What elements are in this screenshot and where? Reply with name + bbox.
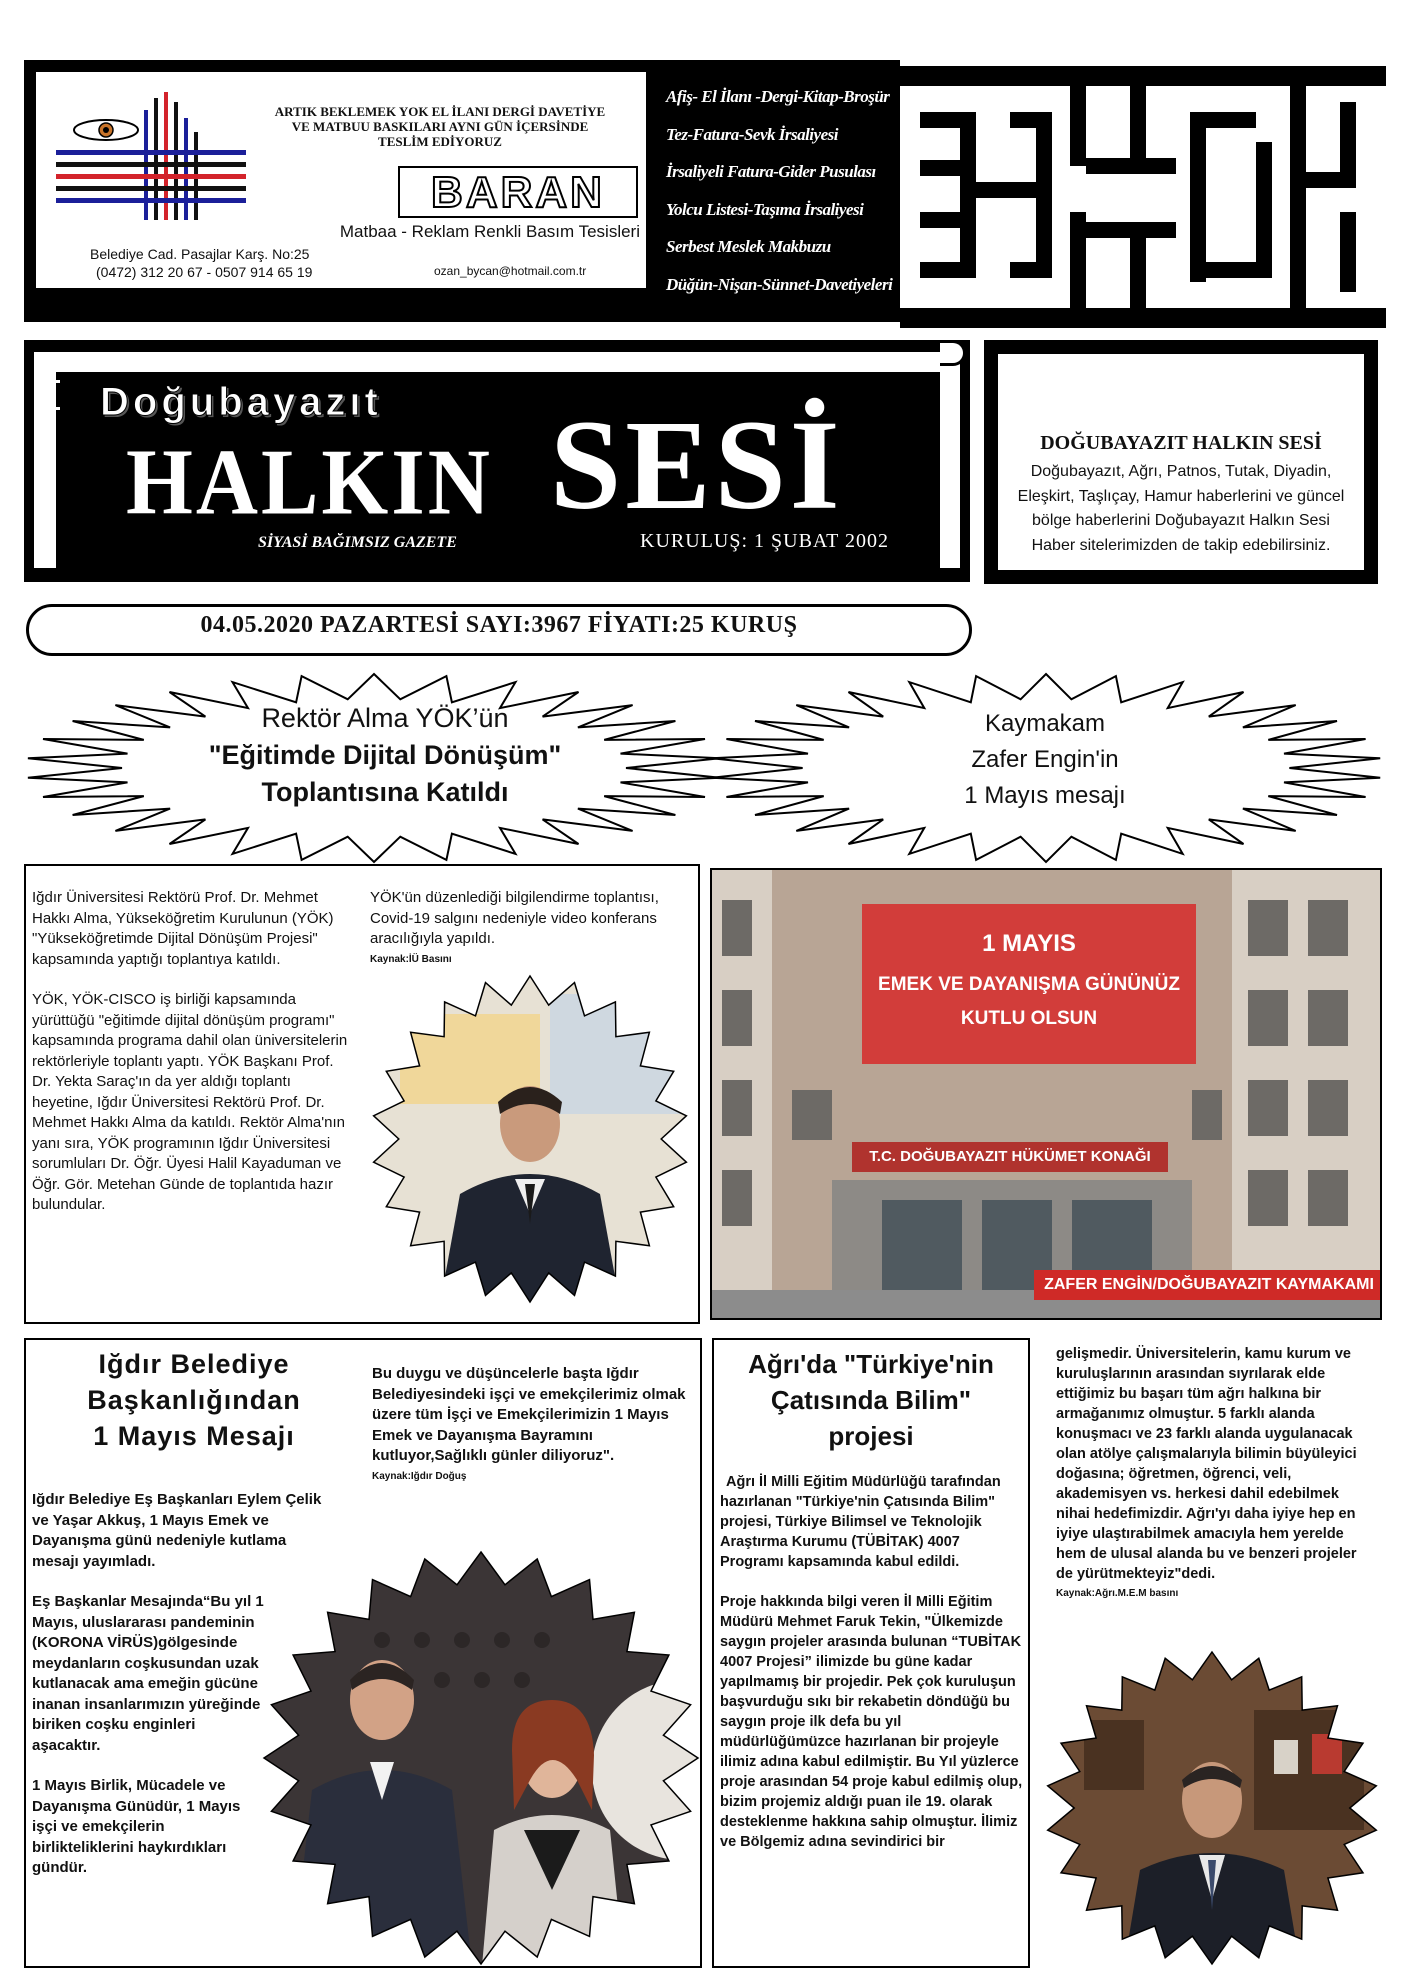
article-paragraph: gelişmedir. Üniversitelerin, kamu kurum ve kuruluşlarının arasından sıyrılarak elde ettiğimiz bu başarı tüm ağrı halkına bir armağanımız olmuştur. 5 farklı alanda konuşmacı ve 23 farklı alanda uygulanacak olan atölye çalışmalarıyla bilimin büyüleyici doğasına; öğretmen, öğrenci, veli, akademisyen vs. herkesi dahil edebilmek nihai hedefimizdir. Ağrı'yı daha iyiye hep en iyiye ulaştırabilmek amacıyla hem yerelde hem de ulusal alanda bu ve benzeri projeler de yürütmekteyiz"dedi.	[1056, 1346, 1357, 1582]
ad-headline-line: TESLİM EDİYORUZ	[378, 134, 502, 149]
title-line: Ağrı'da "Türkiye'nin	[748, 1349, 994, 1379]
title-line: projesi	[828, 1421, 914, 1451]
headline-left-line: Toplantısına Katıldı	[261, 777, 509, 807]
baran-subtitle: Matbaa - Reklam Renkli Basım Tesisleri	[339, 222, 640, 241]
article-paragraph: 1 Mayıs Birlik, Mücadele ve Dayanışma Günüdür, 1 Mayıs işçi ve emekçilerin birlikteliklerini haykırdıkları gündür.	[32, 1777, 241, 1876]
masthead-town: Doğubayazıt	[100, 380, 382, 424]
building-sign: T.C. DOĞUBAYAZIT HÜKÜMET KONAĞI	[852, 1142, 1168, 1172]
article-agri-right-column	[1056, 1344, 1374, 1604]
masthead-founded: KURULUŞ: 1 ŞUBAT 2002	[640, 530, 889, 552]
info-box-title: DOĞUBAYAZIT HALKIN SESİ	[1040, 432, 1322, 454]
banner-line: KUTLU OLSUN	[960, 1008, 1098, 1029]
ad-services-list	[666, 78, 900, 303]
scroll-ornament	[940, 340, 966, 366]
ad-service-item: Serbest Meslek Makbuzu	[666, 237, 831, 256]
article-paragraph: YÖK'ün düzenlediği bilgilendirme toplantısı, Covid-19 salgını nedeniyle video konferans aracılığıyla yapıldı.	[370, 889, 659, 947]
headline-right	[880, 706, 1210, 814]
article-igdir-title	[36, 1346, 352, 1454]
ad-service-item: İrsaliyeli Fatura-Gider Pusulası	[666, 162, 876, 181]
maze-logo-graphic	[900, 62, 1386, 332]
title-line: Çatısında Bilim"	[770, 1385, 972, 1415]
baran-logo-text: BARAN	[400, 168, 636, 216]
headline-left-line: Rektör Alma YÖK’ün	[261, 703, 509, 733]
ad-headline	[240, 104, 640, 149]
article-paragraph: YÖK, YÖK-CISCO iş birliği kapsamında yürüttüğü "eğitimde dijital dönüşüm programı" kapsamında programa dahil olan üniversitelerin rektörleriyle toplantı yaptı. YÖK Başkanı Prof. Dr. Yekta Saraç'ın da yer aldığı toplantı heyetine, Iğdır Üniversitesi Rektörü Prof. Dr. Mehmet Hakkı Alma da katıldı. Rektör Alma'nın yanı sıra, YÖK programının Iğdır Üniversitesi sorumluları Dr. Öğr. Üyesi Halil Kayaduman ve Öğr. Gör. Metehan Günde de toplantıda hazır bulundular.	[32, 991, 348, 1213]
hukumet-konagi-photo	[710, 868, 1382, 1320]
may-day-banner	[862, 904, 1196, 1064]
mayors-photo	[262, 1550, 700, 1966]
headline-right-line: 1 Mayıs mesajı	[964, 782, 1126, 809]
info-box-body: Doğubayazıt, Ağrı, Patnos, Tutak, Diyadin, Eleşkirt, Taşlıçay, Hamur haberlerini ve güncel bölge haberlerini Doğubayazıt Halkın Sesi Haber sitelerimizden de takip edebilirsiniz.	[1017, 463, 1345, 554]
headline-left-line: "Eğitimde Dijital Dönüşüm"	[208, 740, 562, 770]
masthead-title-word1: HALKIN	[126, 428, 493, 535]
article-paragraph: Iğdır Üniversitesi Rektörü Prof. Dr. Mehmet Hakkı Alma, Yükseköğretim Kurulunun (YÖK) "Yükseköğretimde Dijital Dönüşüm Projesi" kapsamında yaptığı toplantıya katıldı.	[32, 889, 334, 968]
article-source: Kaynak:Iğdır Doğuş	[372, 1470, 467, 1482]
article-igdir-right-column	[372, 1364, 692, 1487]
ad-email: ozan_bycan@hotmail.com.tr	[434, 264, 587, 278]
headline-left	[150, 700, 620, 811]
article-rektor-left-column	[32, 888, 352, 1236]
article-paragraph: Bu duygu ve düşüncelerle başta Iğdır Belediyesindeki işçi ve emekçilerimiz olmak üzere tüm İşçi ve Emekçilerimizin 1 Mayıs Emek ve Dayanışma Bayramını kutluyor,Sağlıklı günler diliyoruz".	[372, 1365, 686, 1464]
banner-line: 1 MAYIS	[982, 930, 1076, 957]
article-agri-title	[716, 1346, 1026, 1454]
article-paragraph: Eş Başkanlar Mesajında“Bu yıl 1 Mayıs, uluslararası pandeminin (KORONA VİRÜS)gölgesinde meydanların coşkusundan uzak kutlanacak ama emeğin gücüne inanan insanlarımızın yüreğinde biriken coşku enginleri aşacaktır.	[32, 1593, 264, 1754]
article-rektor-right-column	[370, 888, 690, 970]
title-line: 1 Mayıs Mesajı	[93, 1421, 295, 1451]
ad-headline-line: ARTIK BEKLEMEK YOK EL İLANI DERGİ DAVETİYE	[274, 104, 606, 119]
article-source: Kaynak:Ağrı.M.E.M basını	[1056, 1588, 1179, 1599]
headline-right-line: Kaymakam	[984, 710, 1106, 737]
dateline: 04.05.2020 PAZARTESİ SAYI:3967 FİYATI:25 KURUŞ	[200, 612, 798, 638]
ad-service-item: Düğün-Nişan-Sünnet-Davetiyeleri	[666, 274, 893, 294]
article-agri-left-column	[720, 1472, 1026, 1872]
title-line: Iğdır Belediye	[98, 1349, 290, 1379]
ad-service-item: Afiş- El İlanı -Dergi-Kitap-Broşür	[666, 87, 890, 106]
ad-phone: (0472) 312 20 67 - 0507 914 65 19	[96, 264, 313, 280]
article-paragraph: Iğdır Belediye Eş Başkanları Eylem Çelik ve Yaşar Akkuş, 1 Mayıs Emek ve Dayanışma günü nedeniyle kutlama mesajı yayımladı.	[32, 1491, 322, 1570]
masthead-title-word2: SESİ	[550, 394, 844, 536]
photo-caption: ZAFER ENGİN/DOĞUBAYAZIT KAYMAKAMI	[1034, 1270, 1382, 1300]
ad-headline-line: VE MATBUU BASKILARI AYNI GÜN İÇERSİNDE	[291, 119, 589, 134]
ad-service-item: Yolcu Listesi-Taşıma İrsaliyesi	[666, 199, 864, 219]
ad-address: Belediye Cad. Pasajlar Karş. No:25	[90, 246, 310, 262]
headline-right-line: Zafer Engin'in	[971, 746, 1119, 773]
director-photo	[1044, 1650, 1380, 1966]
masthead-tagline: SİYASİ BAĞIMSIZ GAZETE	[258, 534, 457, 551]
title-line: Başkanlığından	[87, 1385, 301, 1415]
baran-logo-graphic	[56, 92, 256, 232]
article-paragraph: Proje hakkında bilgi veren İl Milli Eğitim Müdürü Mehmet Faruk Tekin, "Ülkemizde saygın projeler arasında bulunan “TUBİTAK 4007 Projesi” ilimizde bu güne kadar yapılmamış bir projedir. Pek çok kuruluşun başvurduğu sıkı bir rekabetin döndüğü bu saygın proje ilk defa bu yıl müdürlüğümüzce hazırlanan bir projeyle ilimiz adına kabul edilmiştir. Bu Yıl yüzlerce proje arasından 54 proje kabul edilmiş olup, bizim projemiz aldığı puan ile 19. olarak desteklenme hakkına sahip olmuştur. İlimiz ve Bölgemiz adına sevindirici bir	[720, 1594, 1023, 1850]
ad-service-item: Tez-Fatura-Sevk İrsaliyesi	[666, 124, 838, 144]
rector-photo	[370, 974, 690, 1304]
article-source: Kaynak:İÜ Basını	[370, 953, 452, 965]
banner-line: EMEK VE DAYANIŞMA GÜNÜNÜZ	[878, 974, 1180, 995]
scroll-ornament	[34, 380, 60, 410]
article-paragraph: Ağrı İl Milli Eğitim Müdürlüğü tarafından hazırlanan "Türkiye'nin Çatısında Bilim" projesi, Türkiye Bilimsel ve Teknolojik Araştırma Kurumu (TÜBİTAK) 4007 Programı kapsamında kabul edildi.	[720, 1474, 1001, 1570]
